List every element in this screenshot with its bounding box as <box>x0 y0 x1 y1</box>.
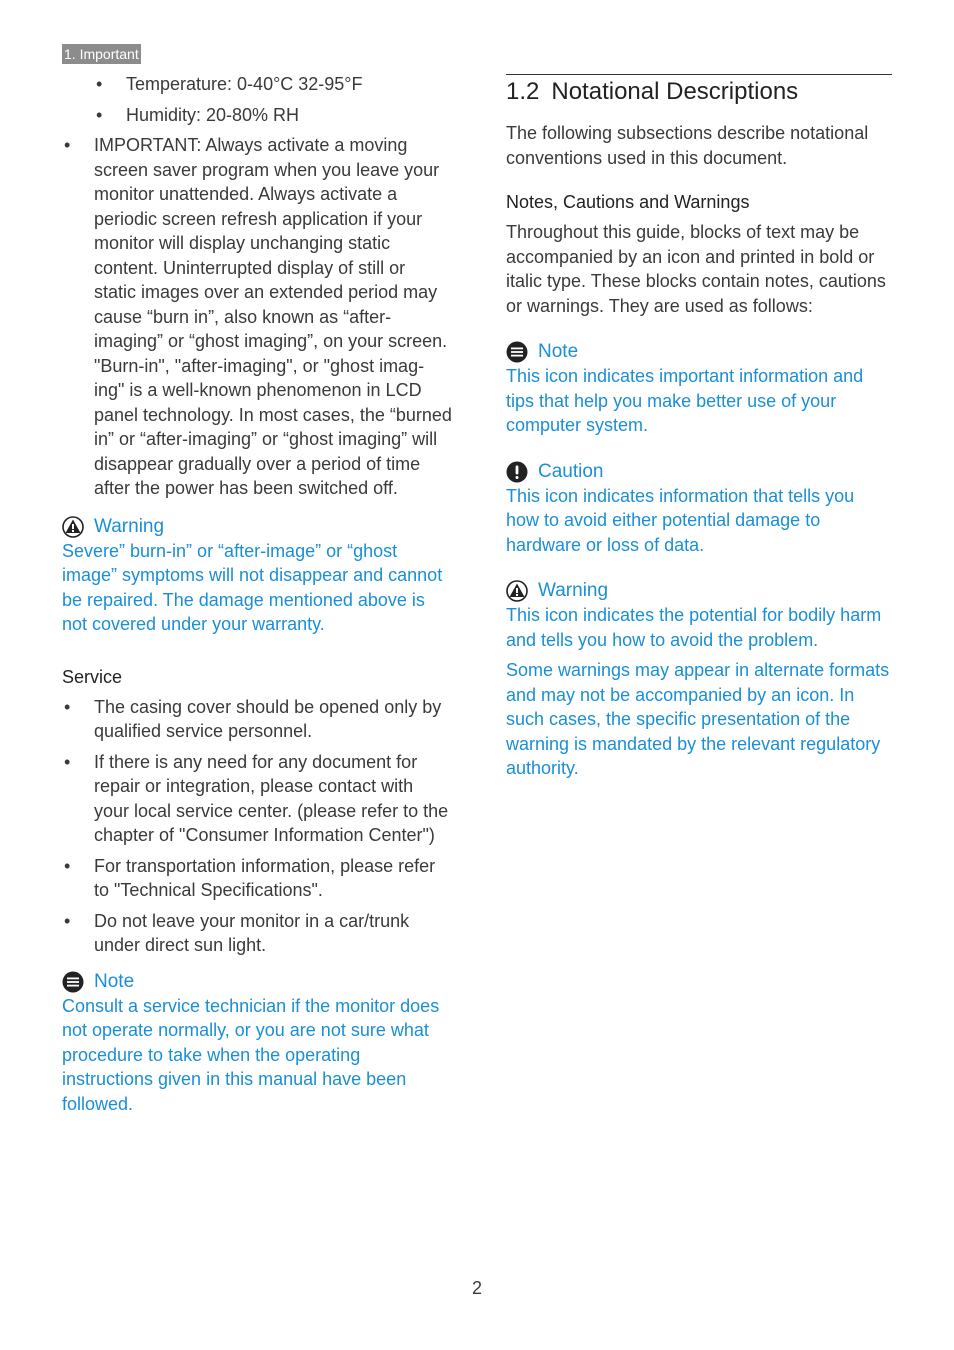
page-section-tag: 1. Important <box>64 46 139 62</box>
subintro-paragraph: Throughout this guide, blocks of text may be accompanied by an icon and printed in bold or italic type. These blocks contain notes, cautions or warnings. They are used as follows: <box>506 222 886 316</box>
note-heading <box>506 340 892 364</box>
note-heading <box>62 970 452 994</box>
list-item: • Humidity: 20-80% RH <box>94 103 452 128</box>
subheading: Notes, Cautions and Warnings <box>506 192 750 212</box>
warning-icon <box>62 516 84 538</box>
list-item: • If there is any need for any document for repair or integration, please contact with your local service center. (please refer to the chapter of "Consumer Information Center") <box>62 750 452 848</box>
section-title-text: Notational Descriptions <box>551 78 799 105</box>
list-item: • Temperature: 0-40°C 32-95°F <box>94 72 452 97</box>
note-text: Consult a service technician if the monitor does not operate normally, or you are not sure what procedure to take when the operating instructions given in this manual have been followed. <box>62 995 440 1114</box>
warning-label: Warning <box>94 515 165 537</box>
note-icon <box>62 971 84 993</box>
warning-heading <box>62 515 452 539</box>
environment-sublist <box>62 72 452 127</box>
note-text: This icon indicates important information and tips that help you make better use of your computer system. <box>506 366 864 435</box>
warning-icon <box>506 580 528 602</box>
list-item: • The casing cover should be opened only by qualified service personnel. <box>62 695 452 744</box>
important-list <box>62 133 452 501</box>
intro-paragraph: The following subsections describe notational conventions used in this document. <box>506 123 869 168</box>
warning-text: This icon indicates the potential for bodily harm and tells you how to avoid the problem. <box>506 605 882 650</box>
list-item: • For transportation information, please refer to "Technical Specifications". <box>62 854 452 903</box>
caution-icon <box>506 461 528 483</box>
warning-heading <box>506 579 892 603</box>
warning-text: Severe” burn-in” or “after-image” or “ghost image” symptoms will not disappear and cannot be repaired. The damage mentioned above is not covered under your warranty. <box>62 540 443 634</box>
warning-text-2: Some warnings may appear in alternate formats and may not be accompanied by an icon. In such cases, the specific presentation of the warning is mandated by the relevant regulatory authority. <box>506 660 890 778</box>
caution-label: Caution <box>538 460 604 482</box>
list-item: • Do not leave your monitor in a car/trunk under direct sun light. <box>62 909 452 958</box>
left-column <box>62 72 452 1116</box>
caution-text: This icon indicates information that tells you how to avoid either potential damage to hardware or loss of data. <box>506 485 855 555</box>
warning-label: Warning <box>538 580 609 601</box>
note-label: Note <box>538 341 579 362</box>
important-paragraph: • IMPORTANT: Always activate a moving screen saver program when you leave your monitor unattended. Always activate a periodic screen refresh application if your monitor will display unchanging static content. Uninterrupted display of still or static images over an extended period may cause “burn in”, also known as “after-imaging” or “ghost imaging”, on your screen. <box>94 135 448 351</box>
section-title <box>506 74 892 107</box>
page-number: 2 <box>471 1278 482 1298</box>
service-list <box>62 695 452 958</box>
right-column <box>506 74 892 781</box>
note-label: Note <box>94 970 135 992</box>
burn-in-paragraph: "Burn-in", "after-imaging", or "ghost imag-ing" is a well-known phenomenon in LCD panel technology. In most cases, the “burned in” or “after-imaging” or “ghost imaging” will disappear gradually over a period of time after the power has been switched off. <box>94 355 452 498</box>
list-item <box>62 133 452 501</box>
caution-heading <box>506 460 892 484</box>
section-number: 1.2 <box>506 78 540 105</box>
note-icon <box>506 341 528 363</box>
service-heading: Service <box>62 666 123 687</box>
